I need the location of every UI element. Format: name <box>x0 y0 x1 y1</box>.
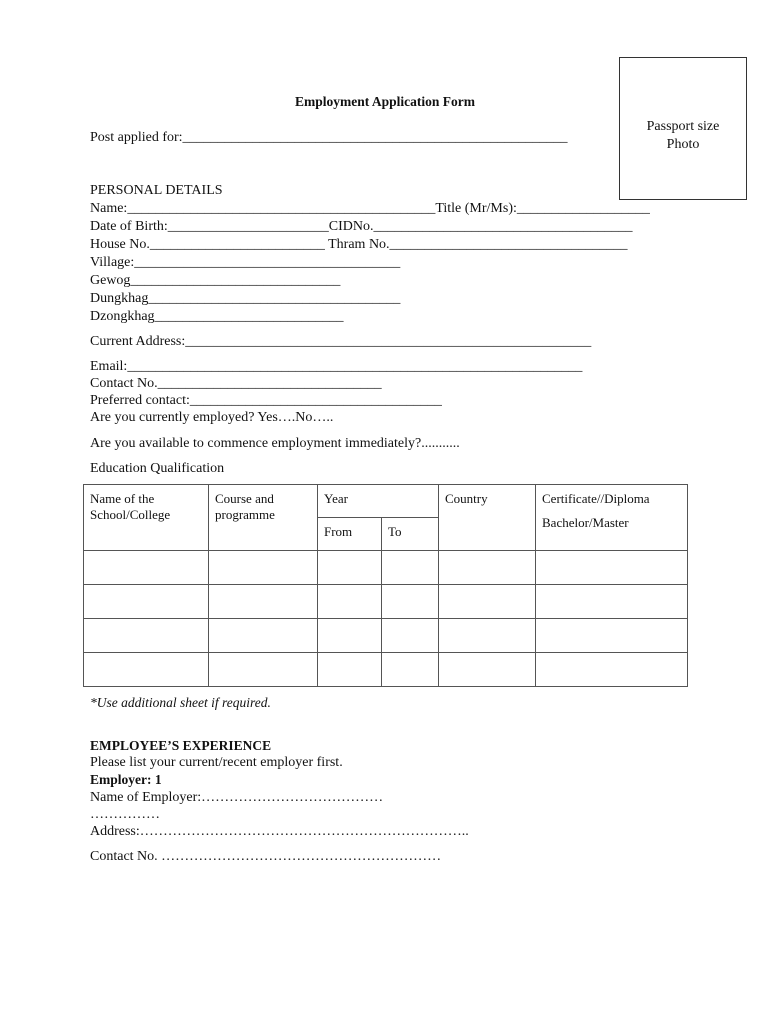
photo-label-line2: Photo <box>666 137 700 152</box>
dungkhag-field[interactable]: Dungkhag____________________________________ <box>90 291 401 306</box>
passport-photo-box <box>619 57 747 200</box>
col-header-to: To <box>382 518 439 551</box>
table-cell[interactable] <box>439 619 536 653</box>
cert-label-line2: Bachelor/Master <box>542 515 629 530</box>
table-cell[interactable] <box>382 619 439 653</box>
table-cell[interactable] <box>382 653 439 687</box>
form-title: Employment Application Form <box>294 94 475 109</box>
col-header-certificate <box>536 485 688 551</box>
table-cell[interactable] <box>209 585 318 619</box>
house-thram-field[interactable]: House No._________________________ Thram No.__________________________________ <box>90 237 628 252</box>
education-table <box>83 484 688 687</box>
table-cell[interactable] <box>318 551 382 585</box>
table-row <box>84 653 688 687</box>
table-cell[interactable] <box>84 585 209 619</box>
col-header-course: Course and programme <box>209 485 318 551</box>
employer-address-field[interactable]: Address:…………………………………………………………….. <box>90 824 469 839</box>
col-header-school: Name of the School/College <box>84 485 209 551</box>
availability-question[interactable]: Are you available to commence employment immediately?........... <box>90 436 460 451</box>
personal-details-heading: PERSONAL DETAILS <box>90 183 223 198</box>
table-cell[interactable] <box>318 619 382 653</box>
table-cell[interactable] <box>382 551 439 585</box>
currently-employed-question[interactable]: Are you currently employed? Yes….No….. <box>90 410 334 425</box>
table-cell[interactable] <box>536 585 688 619</box>
preferred-contact-field[interactable]: Preferred contact:____________________________________ <box>90 393 442 408</box>
table-row <box>84 585 688 619</box>
table-row <box>84 619 688 653</box>
email-field[interactable]: Email:_________________________________________________________________ <box>90 359 583 374</box>
post-applied-field[interactable]: Post applied for:_______________________________________________________ <box>90 130 568 145</box>
table-cell[interactable] <box>318 585 382 619</box>
table-cell[interactable] <box>209 653 318 687</box>
table-cell[interactable] <box>536 551 688 585</box>
contact-field[interactable]: Contact No.________________________________ <box>90 376 382 391</box>
employer-label: Employer: 1 <box>90 772 162 787</box>
col-header-country: Country <box>439 485 536 551</box>
table-cell[interactable] <box>439 551 536 585</box>
name-title-field[interactable]: Name:____________________________________________Title (Mr/Ms):___________________ <box>90 201 650 216</box>
employer-name-field[interactable]: Name of Employer:………………………………… <box>90 790 384 805</box>
dob-cid-field[interactable]: Date of Birth:_______________________CIDNo._____________________________________ <box>90 219 633 234</box>
table-cell[interactable] <box>209 619 318 653</box>
table-cell[interactable] <box>209 551 318 585</box>
experience-instruction: Please list your current/recent employer first. <box>90 755 343 770</box>
table-cell[interactable] <box>382 585 439 619</box>
table-cell[interactable] <box>318 653 382 687</box>
table-row <box>84 551 688 585</box>
village-field[interactable]: Village:______________________________________ <box>90 255 401 270</box>
cert-label-line1: Certificate//Diploma <box>542 491 650 506</box>
col-header-from: From <box>318 518 382 551</box>
col-header-year: Year <box>318 485 439 518</box>
table-cell[interactable] <box>536 619 688 653</box>
table-cell[interactable] <box>536 653 688 687</box>
additional-sheet-note: *Use additional sheet if required. <box>90 695 271 710</box>
table-cell[interactable] <box>439 585 536 619</box>
gewog-field[interactable]: Gewog______________________________ <box>90 273 341 288</box>
table-cell[interactable] <box>84 619 209 653</box>
table-cell[interactable] <box>84 551 209 585</box>
employer-name-continuation[interactable]: …………… <box>90 807 160 822</box>
education-heading: Education Qualification <box>90 461 225 476</box>
dzongkhag-field[interactable]: Dzongkhag___________________________ <box>90 309 344 324</box>
table-cell[interactable] <box>84 653 209 687</box>
table-cell[interactable] <box>439 653 536 687</box>
employer-contact-field[interactable]: Contact No. …………………………………………………… <box>90 849 442 864</box>
photo-label-line1: Passport size <box>646 119 720 134</box>
current-address-field[interactable]: Current Address:__________________________________________________________ <box>90 334 592 349</box>
experience-heading: EMPLOYEE’S EXPERIENCE <box>90 738 272 753</box>
